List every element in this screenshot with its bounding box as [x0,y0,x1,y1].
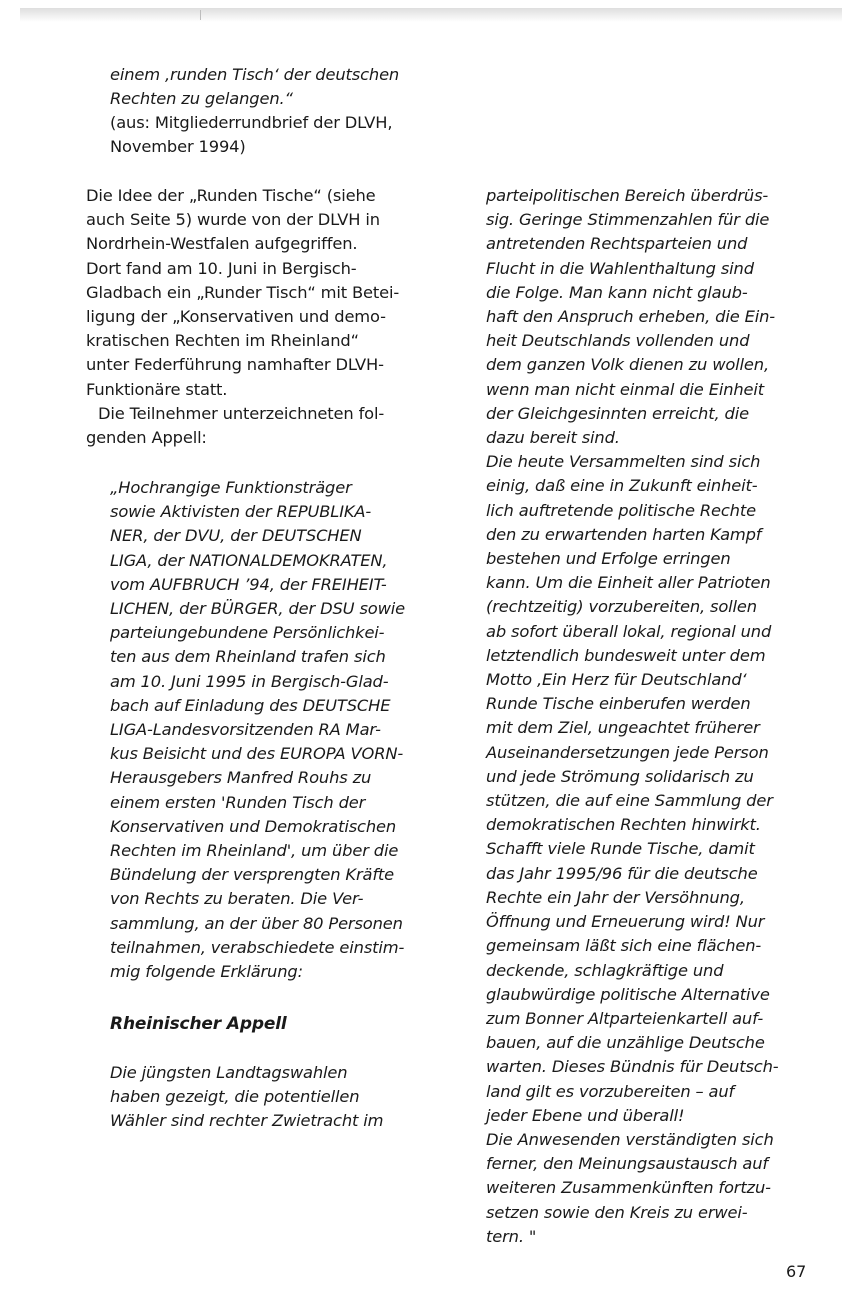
text-line: Rechten im Rheinland', um über die [110,841,399,861]
text-line: (rechtzeitig) vorzubereiten, sollen [486,597,757,617]
text-line: der Gleichgesinnten erreicht, die [486,403,749,423]
text-line: parteipolitischen Bereich überdrüs- [486,186,769,205]
text-line: Nordrhein-Westfalen aufgegriffen. [86,234,358,254]
text-line: dazu bereit sind. [486,428,620,448]
text-line: ligung der „Konservativen und demo- [86,307,386,327]
text-line: Die Teilnehmer unterzeichneten fol- [98,403,385,423]
text-line: (aus: Mitgliederrundbrief der DLVH, [110,113,393,132]
text-line: demokratischen Rechten hinwirkt. [486,815,761,835]
quote-source [110,111,392,159]
page-number: 67 [786,1262,807,1281]
text-line: Runde Tische einberufen werden [486,694,751,714]
text-line: dem ganzen Volk dienen zu wollen, [486,355,769,375]
text-line: Gladbach ein „Runder Tisch“ mit Betei- [86,282,400,302]
text-line: Wähler sind rechter Zwietracht im [110,1111,384,1131]
text-line: teilnahmen, verabschiedete einstim- [110,937,405,957]
right-column [486,184,779,1249]
text-line: genden Appell: [86,428,207,448]
text-line: ferner, den Meinungsaustausch auf [486,1154,768,1174]
text-line: bestehen und Erfolge erringen [486,549,731,569]
page-tick-mark [200,10,201,20]
text-line: Schafft viele Runde Tische, damit [486,839,755,859]
text-line: ab sofort überall lokal, regional und [486,621,772,641]
text-line: Die Anwesenden verständigten sich [486,1129,774,1149]
text-line: setzen sowie den Kreis zu erwei- [486,1202,748,1222]
text-line: Flucht in die Wahlenthaltung sind [486,258,754,278]
text-line: einem ‚runden Tisch‘ der deutschen [110,65,400,84]
text-line: auch Seite 5) wurde von der DLVH in [86,210,380,230]
text-line: land gilt es vorzubereiten – auf [486,1081,735,1101]
text-line: glaubwürdige politische Alternative [486,984,770,1004]
section-heading: Rheinischer Appell [110,1014,287,1034]
text-line: einig, daß eine in Zukunft einheit- [486,476,758,496]
text-line: Die Idee der „Runden Tische“ (siehe [86,186,376,205]
text-line: Motto ‚Ein Herz für Deutschland‘ [486,670,747,690]
text-line: Konservativen und Demokratischen [110,816,397,836]
text-line: heit Deutschlands vollenden und [486,331,750,351]
text-line: kus Beisicht und des EUROPA VORN- [110,744,404,764]
text-line: Auseinandersetzungen jede Person [486,742,769,762]
text-line: haben gezeigt, die potentiellen [110,1087,360,1107]
text-line: LIGA-Landesvorsitzenden RA Mar- [110,720,381,740]
text-line: Herausgebers Manfred Rouhs zu [110,768,372,788]
text-line: zum Bonner Altparteienkartell auf- [486,1008,764,1028]
text-line: haft den Anspruch erheben, die Ein- [486,307,776,327]
text-line: lich auftretende politische Rechte [486,500,756,520]
text-line: bach auf Einladung des DEUTSCHE [110,695,391,715]
text-line: ten aus dem Rheinland trafen sich [110,647,386,667]
text-line: Die heute Versammelten sind sich [486,452,761,472]
text-line: tern. " [486,1226,537,1246]
text-line: kann. Um die Einheit aller Patrioten [486,573,771,593]
text-line: parteiungebundene Persönlichkei- [110,623,385,643]
text-line: am 10. Juni 1995 in Bergisch-Glad- [110,671,389,691]
left-quote [110,476,405,984]
text-line: unter Federführung namhafter DLVH- [86,355,384,375]
text-line: „Hochrangige Funktionsträger [110,478,352,497]
text-line: letztendlich bundesweit unter dem [486,645,766,665]
text-line: sammlung, an der über 80 Personen [110,913,403,933]
text-line: stützen, die auf eine Sammlung der [486,791,773,811]
text-line: jeder Ebene und überall! [486,1105,685,1125]
text-line: Dort fand am 10. Juni in Bergisch- [86,258,357,278]
text-line: den zu erwartenden harten Kampf [486,524,762,544]
text-line: Funktionäre statt. [86,379,228,399]
left-final-paragraph [110,1061,383,1134]
text-line: Rechte ein Jahr der Versöhnung, [486,887,745,907]
text-line: LICHEN, der BÜRGER, der DSU sowie [110,599,406,619]
text-line: mit dem Ziel, ungeachtet früherer [486,718,760,738]
text-line: gemeinsam läßt sich eine flächen- [486,936,762,956]
text-line: wenn man nicht einmal die Einheit [486,379,765,399]
text-line: von Rechts zu beraten. Die Ver- [110,889,364,909]
text-line: mig folgende Erklärung: [110,962,303,982]
text-line: sowie Aktivisten der REPUBLIKA- [110,502,372,522]
text-line: sig. Geringe Stimmenzahlen für die [486,210,770,230]
text-line: warten. Dieses Bündnis für Deutsch- [486,1057,779,1077]
text-line: Die jüngsten Landtagswahlen [110,1063,348,1082]
text-line: Bündelung der versprengten Kräfte [110,865,395,885]
left-paragraph-1 [86,184,399,450]
text-line: Öffnung und Erneuerung wird! Nur [486,912,765,932]
page-top-shadow [20,8,842,22]
text-line: vom AUFBRUCH ’94, der FREIHEIT- [110,574,387,594]
text-line: die Folge. Man kann nicht glaub- [486,282,748,302]
text-line: das Jahr 1995/96 für die deutsche [486,863,758,883]
text-line: Rechten zu gelangen.“ [110,89,293,109]
text-line: NER, der DVU, der DEUTSCHEN [110,526,362,546]
quote-top [110,63,399,111]
text-line: deckende, schlagkräftige und [486,960,724,980]
text-line: LIGA, der NATIONALDEMOKRATEN, [110,550,388,570]
text-line: weiteren Zusammenkünften fortzu- [486,1178,771,1198]
text-line: und jede Strömung solidarisch zu [486,766,754,786]
text-line: bauen, auf die unzählige Deutsche [486,1033,765,1053]
text-line: antretenden Rechtsparteien und [486,234,748,254]
text-line: November 1994) [110,137,246,157]
text-line: einem ersten 'Runden Tisch der [110,792,366,812]
text-line: kratischen Rechten im Rheinland“ [86,331,359,351]
